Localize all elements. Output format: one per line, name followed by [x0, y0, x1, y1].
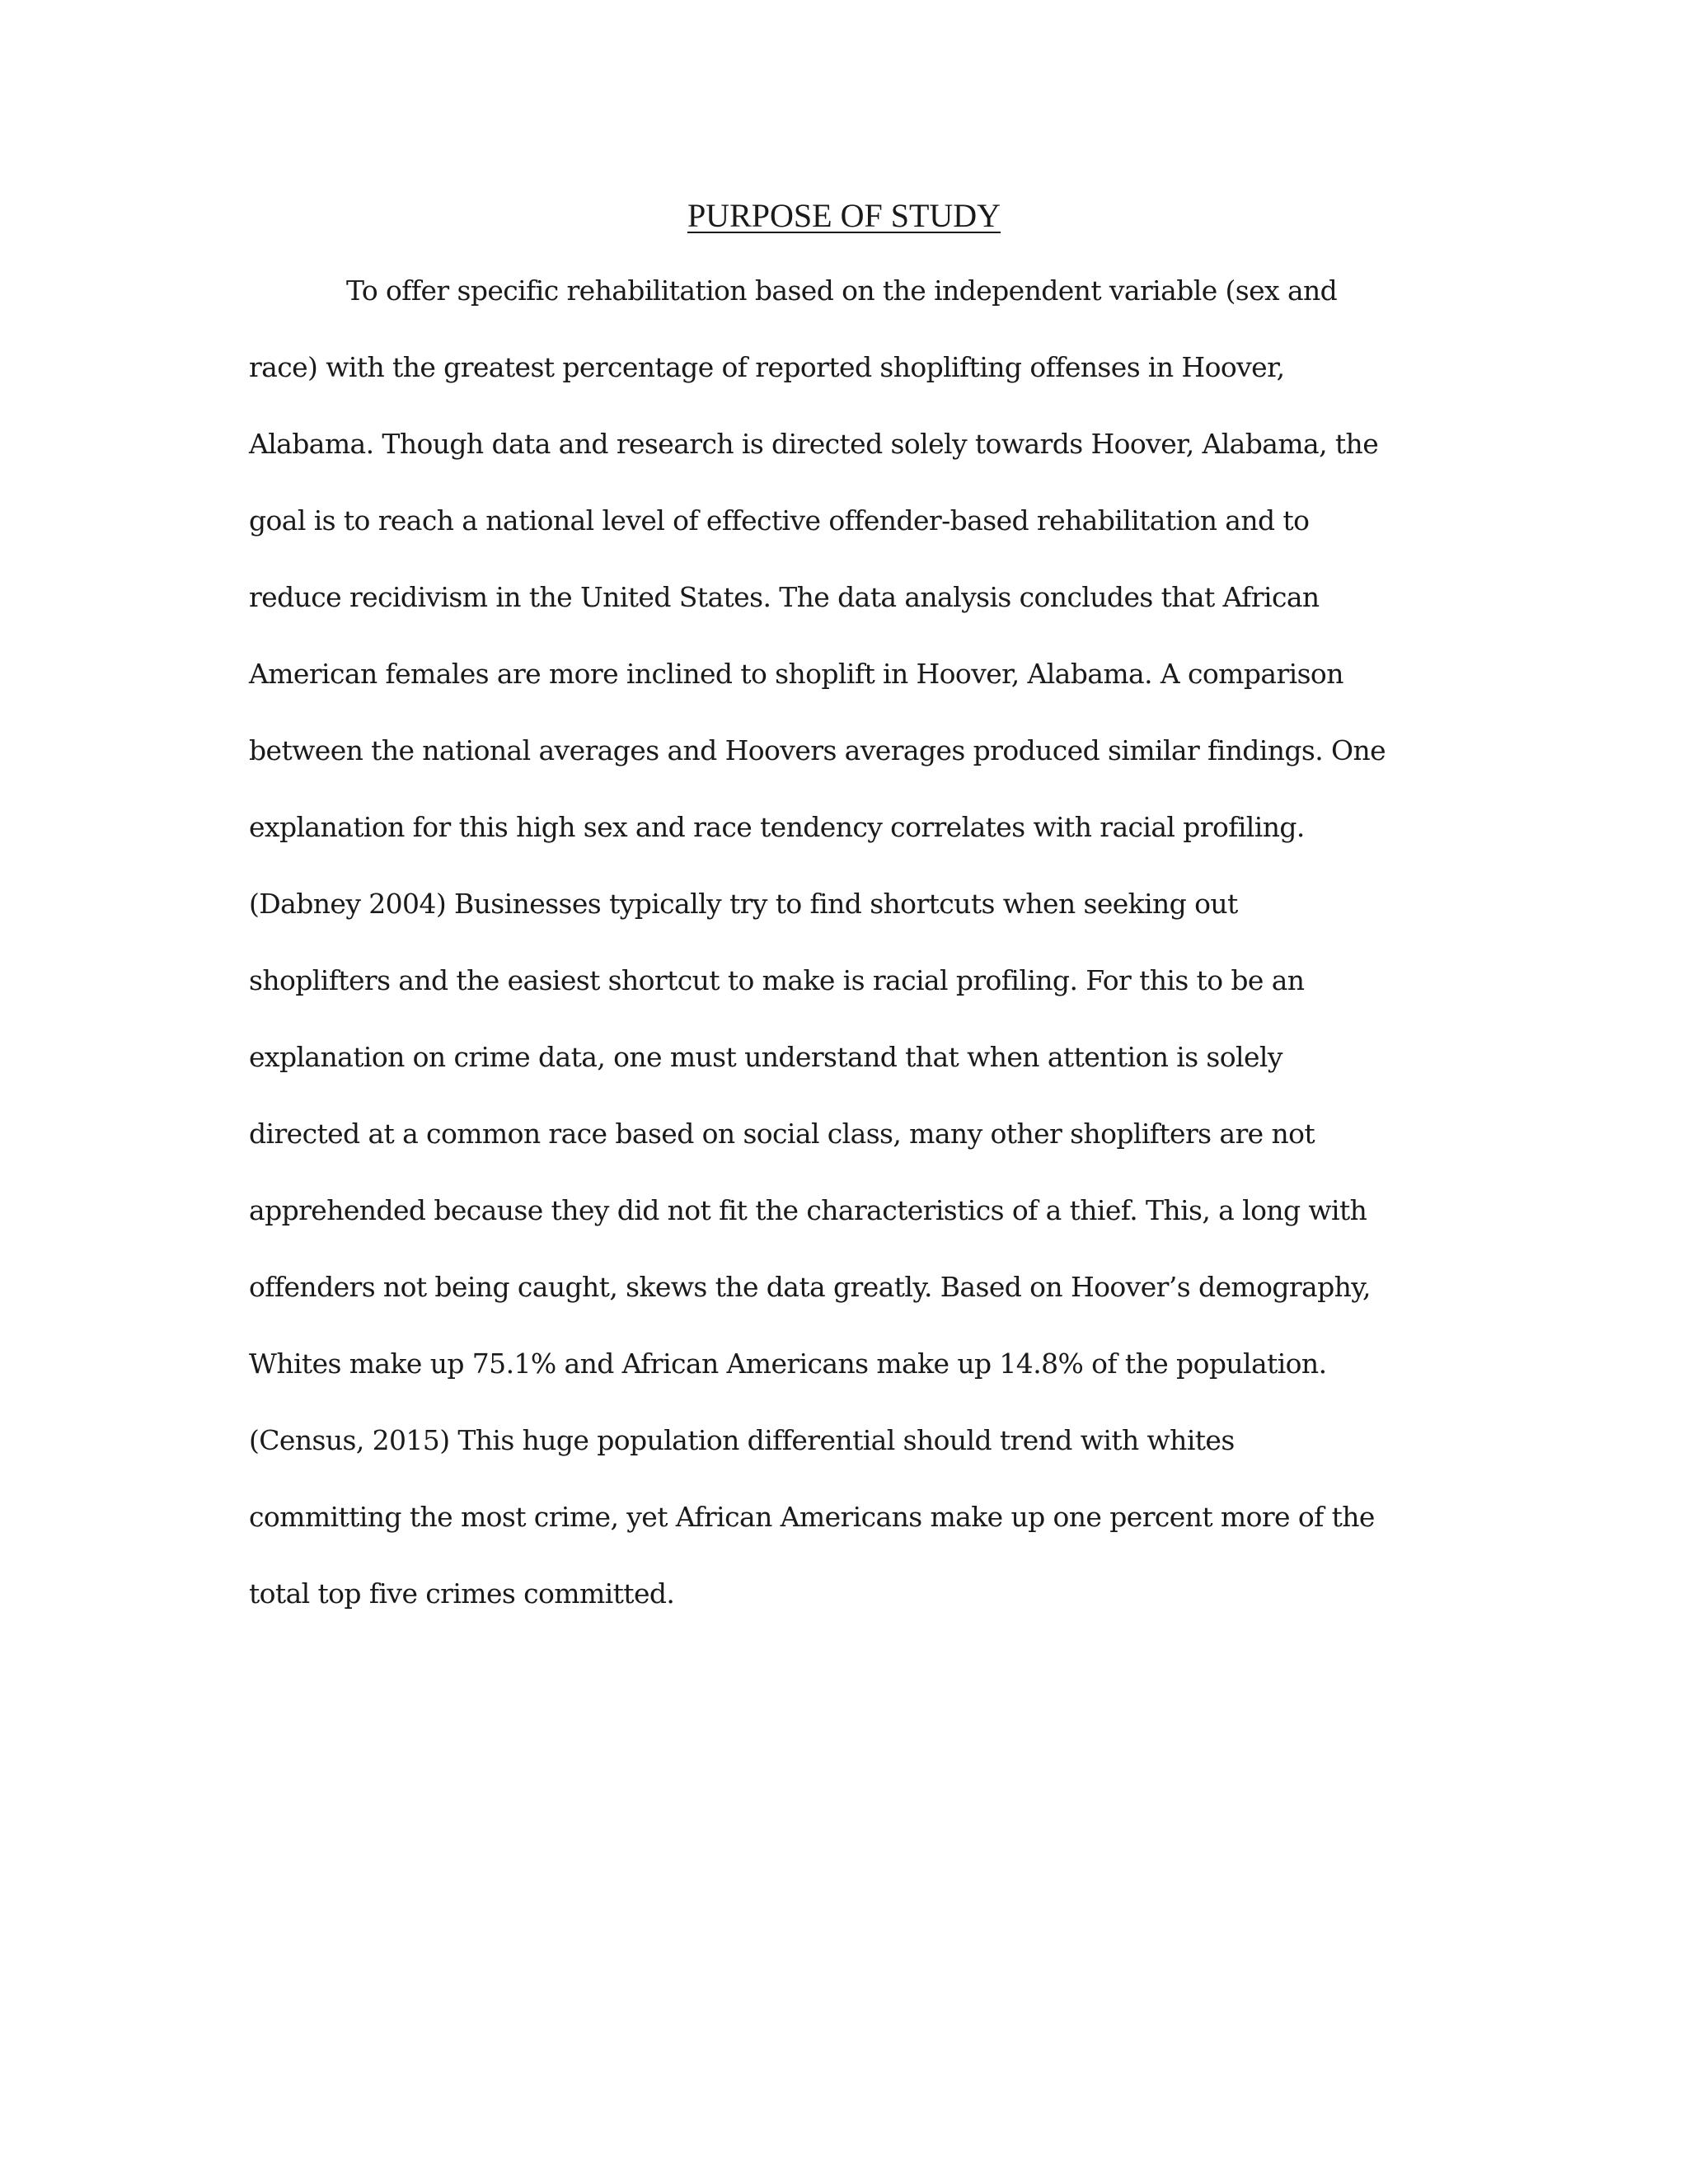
paragraph-line: apprehended because they did not fit the characteristics of a thief. This, a long with — [249, 1194, 1367, 1226]
paragraph-line: total top five crimes committed. — [249, 1577, 675, 1610]
paragraph-line: goal is to reach a national level of effective offender-based rehabilitation and to — [249, 504, 1310, 537]
paragraph-line: race) with the greatest percentage of reported shoplifting offenses in Hoover, — [249, 351, 1285, 383]
paragraph-line: To offer specific rehabilitation based on the independent variable (sex and — [346, 274, 1338, 307]
paragraph-line: committing the most crime, yet African Americans make up one percent more of the — [249, 1501, 1375, 1533]
page-title-text: PURPOSE OF STUDY — [687, 197, 1001, 234]
paragraph-line: shoplifters and the easiest shortcut to make is racial profiling. For this to be an — [249, 964, 1305, 996]
paragraph-line: explanation on crime data, one must understand that when attention is solely — [249, 1041, 1282, 1073]
paragraph-line: directed at a common race based on social class, many other shoplifters are not — [249, 1118, 1315, 1150]
page-title — [0, 191, 1688, 241]
paragraph-line: American females are more inclined to shoplift in Hoover, Alabama. A comparison — [249, 658, 1343, 690]
paragraph-line: explanation for this high sex and race tendency correlates with racial profiling. — [249, 811, 1305, 843]
paragraph-line: (Census, 2015) This huge population differential should trend with whites — [249, 1424, 1235, 1456]
paragraph-line: (Dabney 2004) Businesses typically try to find shortcuts when seeking out — [249, 888, 1238, 920]
paragraph-line: reduce recidivism in the United States. The data analysis concludes that African — [249, 581, 1320, 613]
paragraph-line: offenders not being caught, skews the data greatly. Based on Hoover’s demography, — [249, 1271, 1371, 1303]
paragraph-line: between the national averages and Hoovers averages produced similar findings. One — [249, 734, 1386, 766]
paragraph-line: Whites make up 75.1% and African Americans make up 14.8% of the population. — [249, 1347, 1327, 1380]
paragraph-line: Alabama. Though data and research is directed solely towards Hoover, Alabama, the — [249, 428, 1379, 460]
